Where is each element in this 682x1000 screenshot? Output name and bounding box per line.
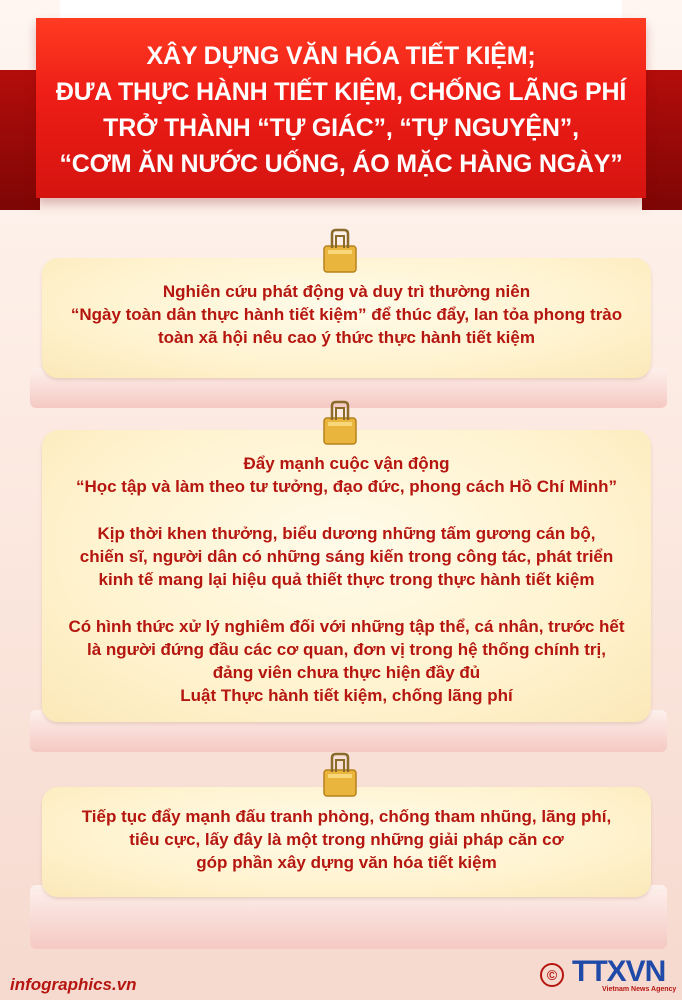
card-body <box>42 787 651 897</box>
card-2 <box>22 410 667 750</box>
title-line: XÂY DỰNG VĂN HÓA TIẾT KIỆM; <box>146 42 536 70</box>
banner-fold-left <box>0 70 40 210</box>
top-paper-sheet <box>60 0 622 20</box>
card-text-line: “Học tập và làm theo tư tưởng, đạo đức, phong cách Hồ Chí Minh” <box>75 477 618 496</box>
header-banner <box>36 18 646 198</box>
card-text-line: Đẩy mạnh cuộc vận động <box>243 454 450 473</box>
logo-text: TTXVN <box>572 955 666 988</box>
ttxvn-logo <box>572 955 677 995</box>
card-text-line: Luật Thực hành tiết kiệm, chống lãng phí <box>180 686 513 705</box>
card-text-line: Nghiên cứu phát động và duy trì thường niên <box>162 282 531 301</box>
card-text-line: Kịp thời khen thưởng, biểu dương những tấm gương cán bộ, <box>97 524 596 543</box>
card-text-line: chiến sĩ, người dân có những sáng kiến trong công tác, phát triển <box>79 547 614 566</box>
banner-fold-right <box>642 70 682 210</box>
title-line: “CƠM ĂN NƯỚC UỐNG, ÁO MẶC HÀNG NGÀY” <box>59 150 623 178</box>
card-text-line: toàn xã hội nêu cao ý thức thực hành tiết kiệm <box>158 328 535 347</box>
page-title <box>36 38 646 182</box>
card-text-line: Có hình thức xử lý nghiêm đối với những tập thể, cá nhân, trước hết <box>68 617 625 636</box>
logo-subtitle: Vietnam News Agency <box>602 986 677 993</box>
copyright-symbol: © <box>540 963 564 987</box>
card-body <box>42 258 651 378</box>
card-text-line: “Ngày toàn dân thực hành tiết kiệm” để thúc đẩy, lan tỏa phong trào <box>70 305 623 324</box>
paper-clip-icon <box>322 400 358 448</box>
card-text-line: Tiếp tục đẩy mạnh đấu tranh phòng, chống tham nhũng, lãng phí, <box>81 807 612 826</box>
card-body <box>42 430 651 722</box>
card-3 <box>22 775 667 950</box>
agency-logo-block <box>540 955 677 995</box>
title-line: ĐƯA THỰC HÀNH TIẾT KIỆM, CHỐNG LÃNG PHÍ <box>55 78 627 106</box>
paper-clip-icon <box>322 752 358 800</box>
card-text-line: là người đứng đầu các cơ quan, đơn vị trong hệ thống chính trị, <box>87 640 606 659</box>
card-text-line: kinh tế mang lại hiệu quả thiết thực trong thực hành tiết kiệm <box>98 570 595 589</box>
card-text-line: đảng viên chưa thực hiện đầy đủ <box>212 663 481 682</box>
site-credit[interactable]: infographics.vn <box>10 975 137 994</box>
card-text-line: góp phần xây dựng văn hóa tiết kiệm <box>196 853 497 872</box>
paper-clip-icon <box>322 228 358 276</box>
title-line: TRỞ THÀNH “TỰ GIÁC”, “TỰ NGUYỆN”, <box>103 114 579 142</box>
card-text-line: tiêu cực, lấy đây là một trong những giải pháp căn cơ <box>129 830 564 849</box>
